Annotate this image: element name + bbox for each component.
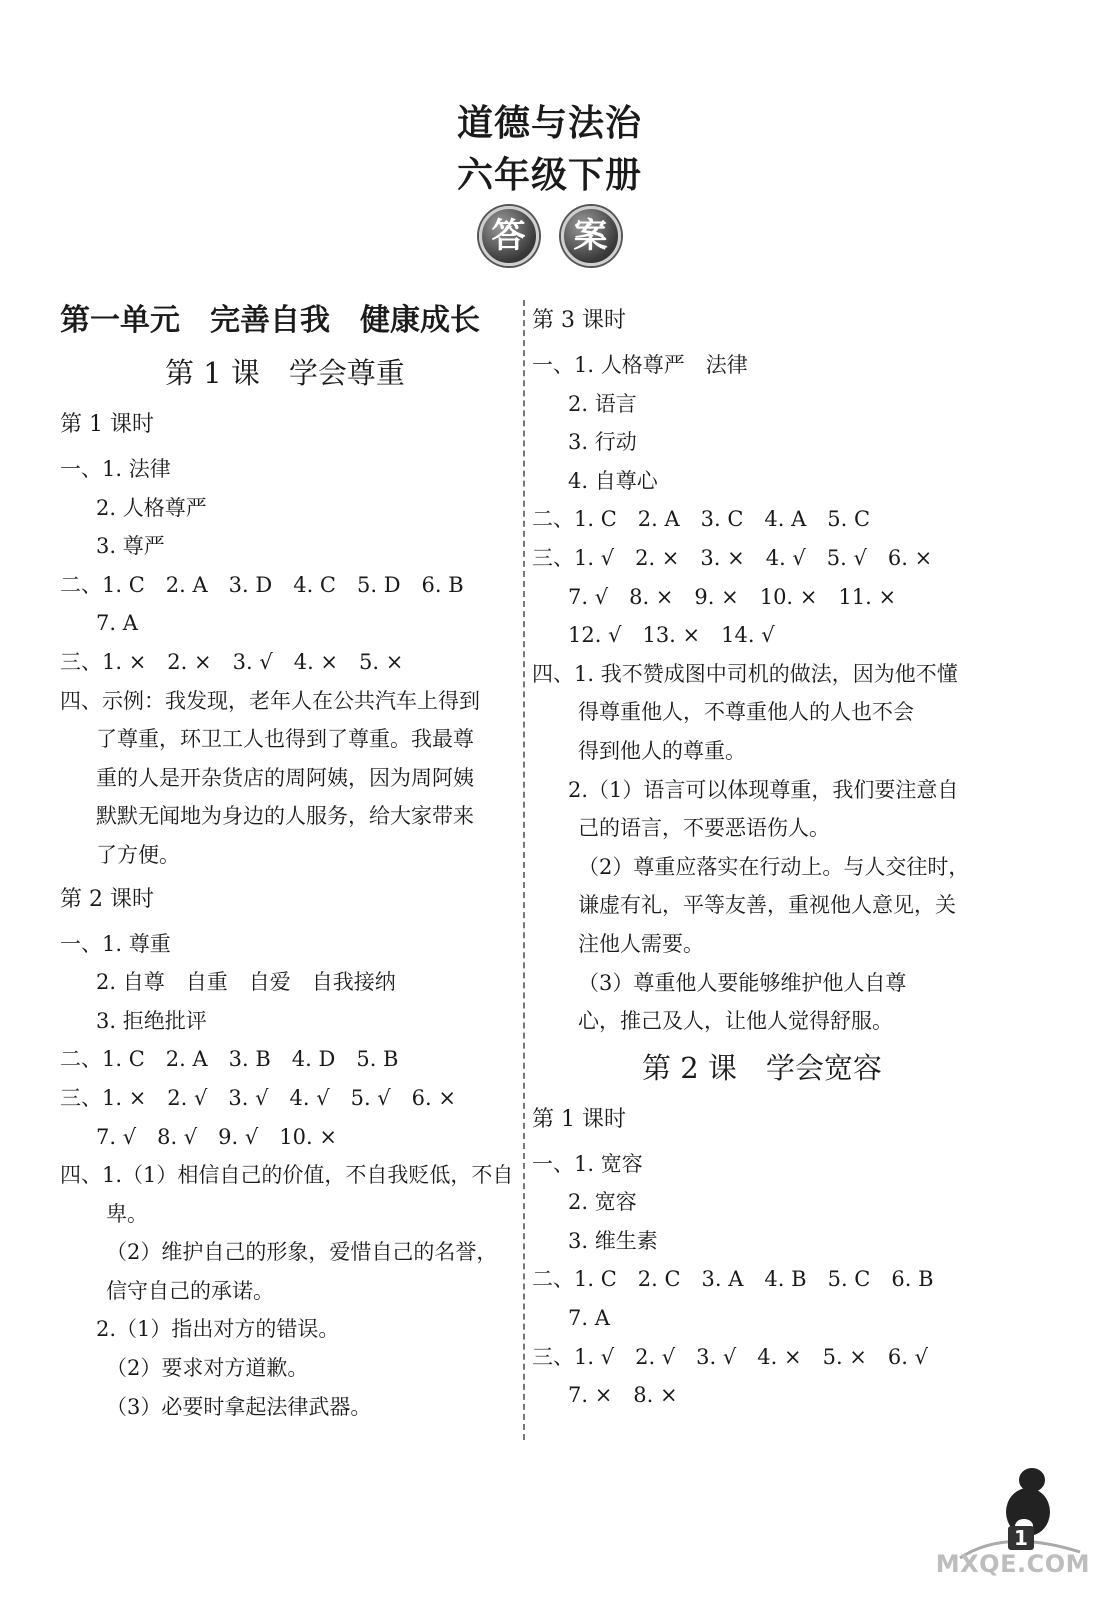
right-column bbox=[532, 296, 992, 1415]
answer-line: 三、1. √ 2. √ 3. √ 4. × 5. × 6. √ bbox=[532, 1344, 928, 1369]
page-header bbox=[0, 98, 1099, 266]
left-column bbox=[60, 296, 514, 1426]
answer-line: 12. √ 13. × 14. √ bbox=[568, 623, 775, 648]
answer-line: 注他人需要。 bbox=[578, 931, 704, 956]
answer-line: 3. 维生素 bbox=[568, 1228, 658, 1253]
answer-line: 2.（1）指出对方的错误。 bbox=[96, 1317, 340, 1342]
answer-line: 己的语言，不要恶语伤人。 bbox=[578, 816, 830, 841]
answer-line: 3. 行动 bbox=[568, 430, 637, 455]
answer-line: 了方便。 bbox=[96, 842, 180, 867]
watermark-text: MXQE.COM bbox=[935, 1550, 1090, 1578]
page-number: 1 bbox=[1008, 1526, 1034, 1550]
answer-line: 心，推己及人，让他人觉得舒服。 bbox=[578, 1009, 893, 1034]
answer-line: 3. 尊严 bbox=[96, 534, 165, 559]
subject-title: 道德与法治 bbox=[456, 103, 642, 144]
answer-line: 信守自己的承诺。 bbox=[106, 1278, 274, 1303]
answer-line: 2. 语言 bbox=[568, 391, 637, 416]
answer-line: 三、1. × 2. √ 3. √ 4. √ 5. √ 6. × bbox=[60, 1085, 456, 1110]
answer-line: 卑。 bbox=[106, 1201, 148, 1226]
answer-line: 四、示例：我发现，老年人在公共汽车上得到 bbox=[60, 688, 480, 713]
answer-line: （2）尊重应落实在行动上。与人交往时， bbox=[578, 854, 970, 879]
period-title: 第 2 课时 bbox=[60, 886, 154, 912]
answer-line: 四、1.（1）相信自己的价值，不自我贬低，不自 bbox=[60, 1163, 514, 1188]
answer-line: （3）必要时拿起法律武器。 bbox=[106, 1394, 372, 1419]
answer-line: 二、1. C 2. A 3. B 4. D 5. B bbox=[60, 1047, 399, 1072]
answer-line: （3）尊重他人要能够维护他人自尊 bbox=[578, 970, 907, 995]
lesson-2-title: 第 2 课 学会宽容 bbox=[642, 1050, 882, 1085]
unit-title: 第一单元 完善自我 健康成长 bbox=[60, 303, 480, 338]
answer-line: 默默无闻地为身边的人服务，给大家带来 bbox=[96, 804, 474, 829]
lesson-1-title: 第 1 课 学会尊重 bbox=[165, 356, 405, 390]
answer-line: 2. 人格尊严 bbox=[96, 495, 207, 520]
answer-line: （2）要求对方道歉。 bbox=[106, 1356, 309, 1381]
answer-line: 一、1. 尊重 bbox=[60, 931, 171, 956]
answer-line: 7. √ 8. × 9. × 10. × 11. × bbox=[568, 584, 897, 609]
grade-title: 六年级下册 bbox=[456, 155, 642, 196]
answer-line: （2）维护自己的形象，爱惜自己的名誉， bbox=[106, 1240, 498, 1265]
answer-line: 谦虚有礼，平等友善，重视他人意见，关 bbox=[578, 893, 956, 918]
answer-line: 2.（1）语言可以体现尊重，我们要注意自 bbox=[568, 777, 959, 802]
answer-line: 一、1. 法律 bbox=[60, 457, 171, 481]
answer-line: 7. √ 8. √ 9. √ 10. × bbox=[96, 1124, 337, 1149]
answer-line: 4. 自尊心 bbox=[568, 468, 658, 493]
answer-line: 7. A bbox=[568, 1306, 610, 1331]
answer-line: 一、1. 人格尊严 法律 bbox=[532, 353, 748, 377]
period-title: 第 1 课时 bbox=[60, 412, 154, 437]
answer-line: 四、1. 我不赞成图中司机的做法，因为他不懂 bbox=[532, 661, 958, 686]
answer-line: 三、1. √ 2. × 3. × 4. √ 5. √ 6. × bbox=[532, 545, 933, 570]
answer-line: 重的人是开杂货店的周阿姨，因为周阿姨 bbox=[96, 765, 474, 790]
answer-line: 7. × 8. × bbox=[568, 1383, 678, 1408]
answer-line: 3. 拒绝批评 bbox=[96, 1008, 207, 1033]
period-title: 第 1 课时 bbox=[532, 1106, 626, 1132]
answer-badge-2: 案 bbox=[561, 206, 621, 266]
answer-line: 2. 宽容 bbox=[568, 1190, 637, 1215]
column-divider bbox=[523, 300, 525, 1440]
answer-line: 得到他人的尊重。 bbox=[578, 738, 746, 763]
answer-badges bbox=[0, 206, 1099, 266]
answer-line: 二、1. C 2. C 3. A 4. B 5. C 6. B bbox=[532, 1267, 934, 1292]
answer-line: 二、1. C 2. A 3. D 4. C 5. D 6. B bbox=[60, 572, 464, 597]
answer-line: 三、1. × 2. × 3. √ 4. × 5. × bbox=[60, 649, 404, 674]
period-title: 第 3 课时 bbox=[532, 308, 626, 333]
answer-badge-1: 答 bbox=[479, 206, 539, 266]
footer-logo bbox=[920, 1440, 1090, 1590]
answer-line: 得尊重他人，不尊重他人的人也不会 bbox=[578, 700, 914, 725]
answer-line: 7. A bbox=[96, 611, 138, 636]
answer-line: 了尊重，环卫工人也得到了尊重。我最尊 bbox=[96, 727, 474, 752]
answer-line: 一、1. 宽容 bbox=[532, 1151, 643, 1176]
answer-line: 二、1. C 2. A 3. C 4. A 5. C bbox=[532, 507, 871, 532]
answer-line: 2. 自尊 自重 自爱 自我接纳 bbox=[96, 970, 396, 995]
